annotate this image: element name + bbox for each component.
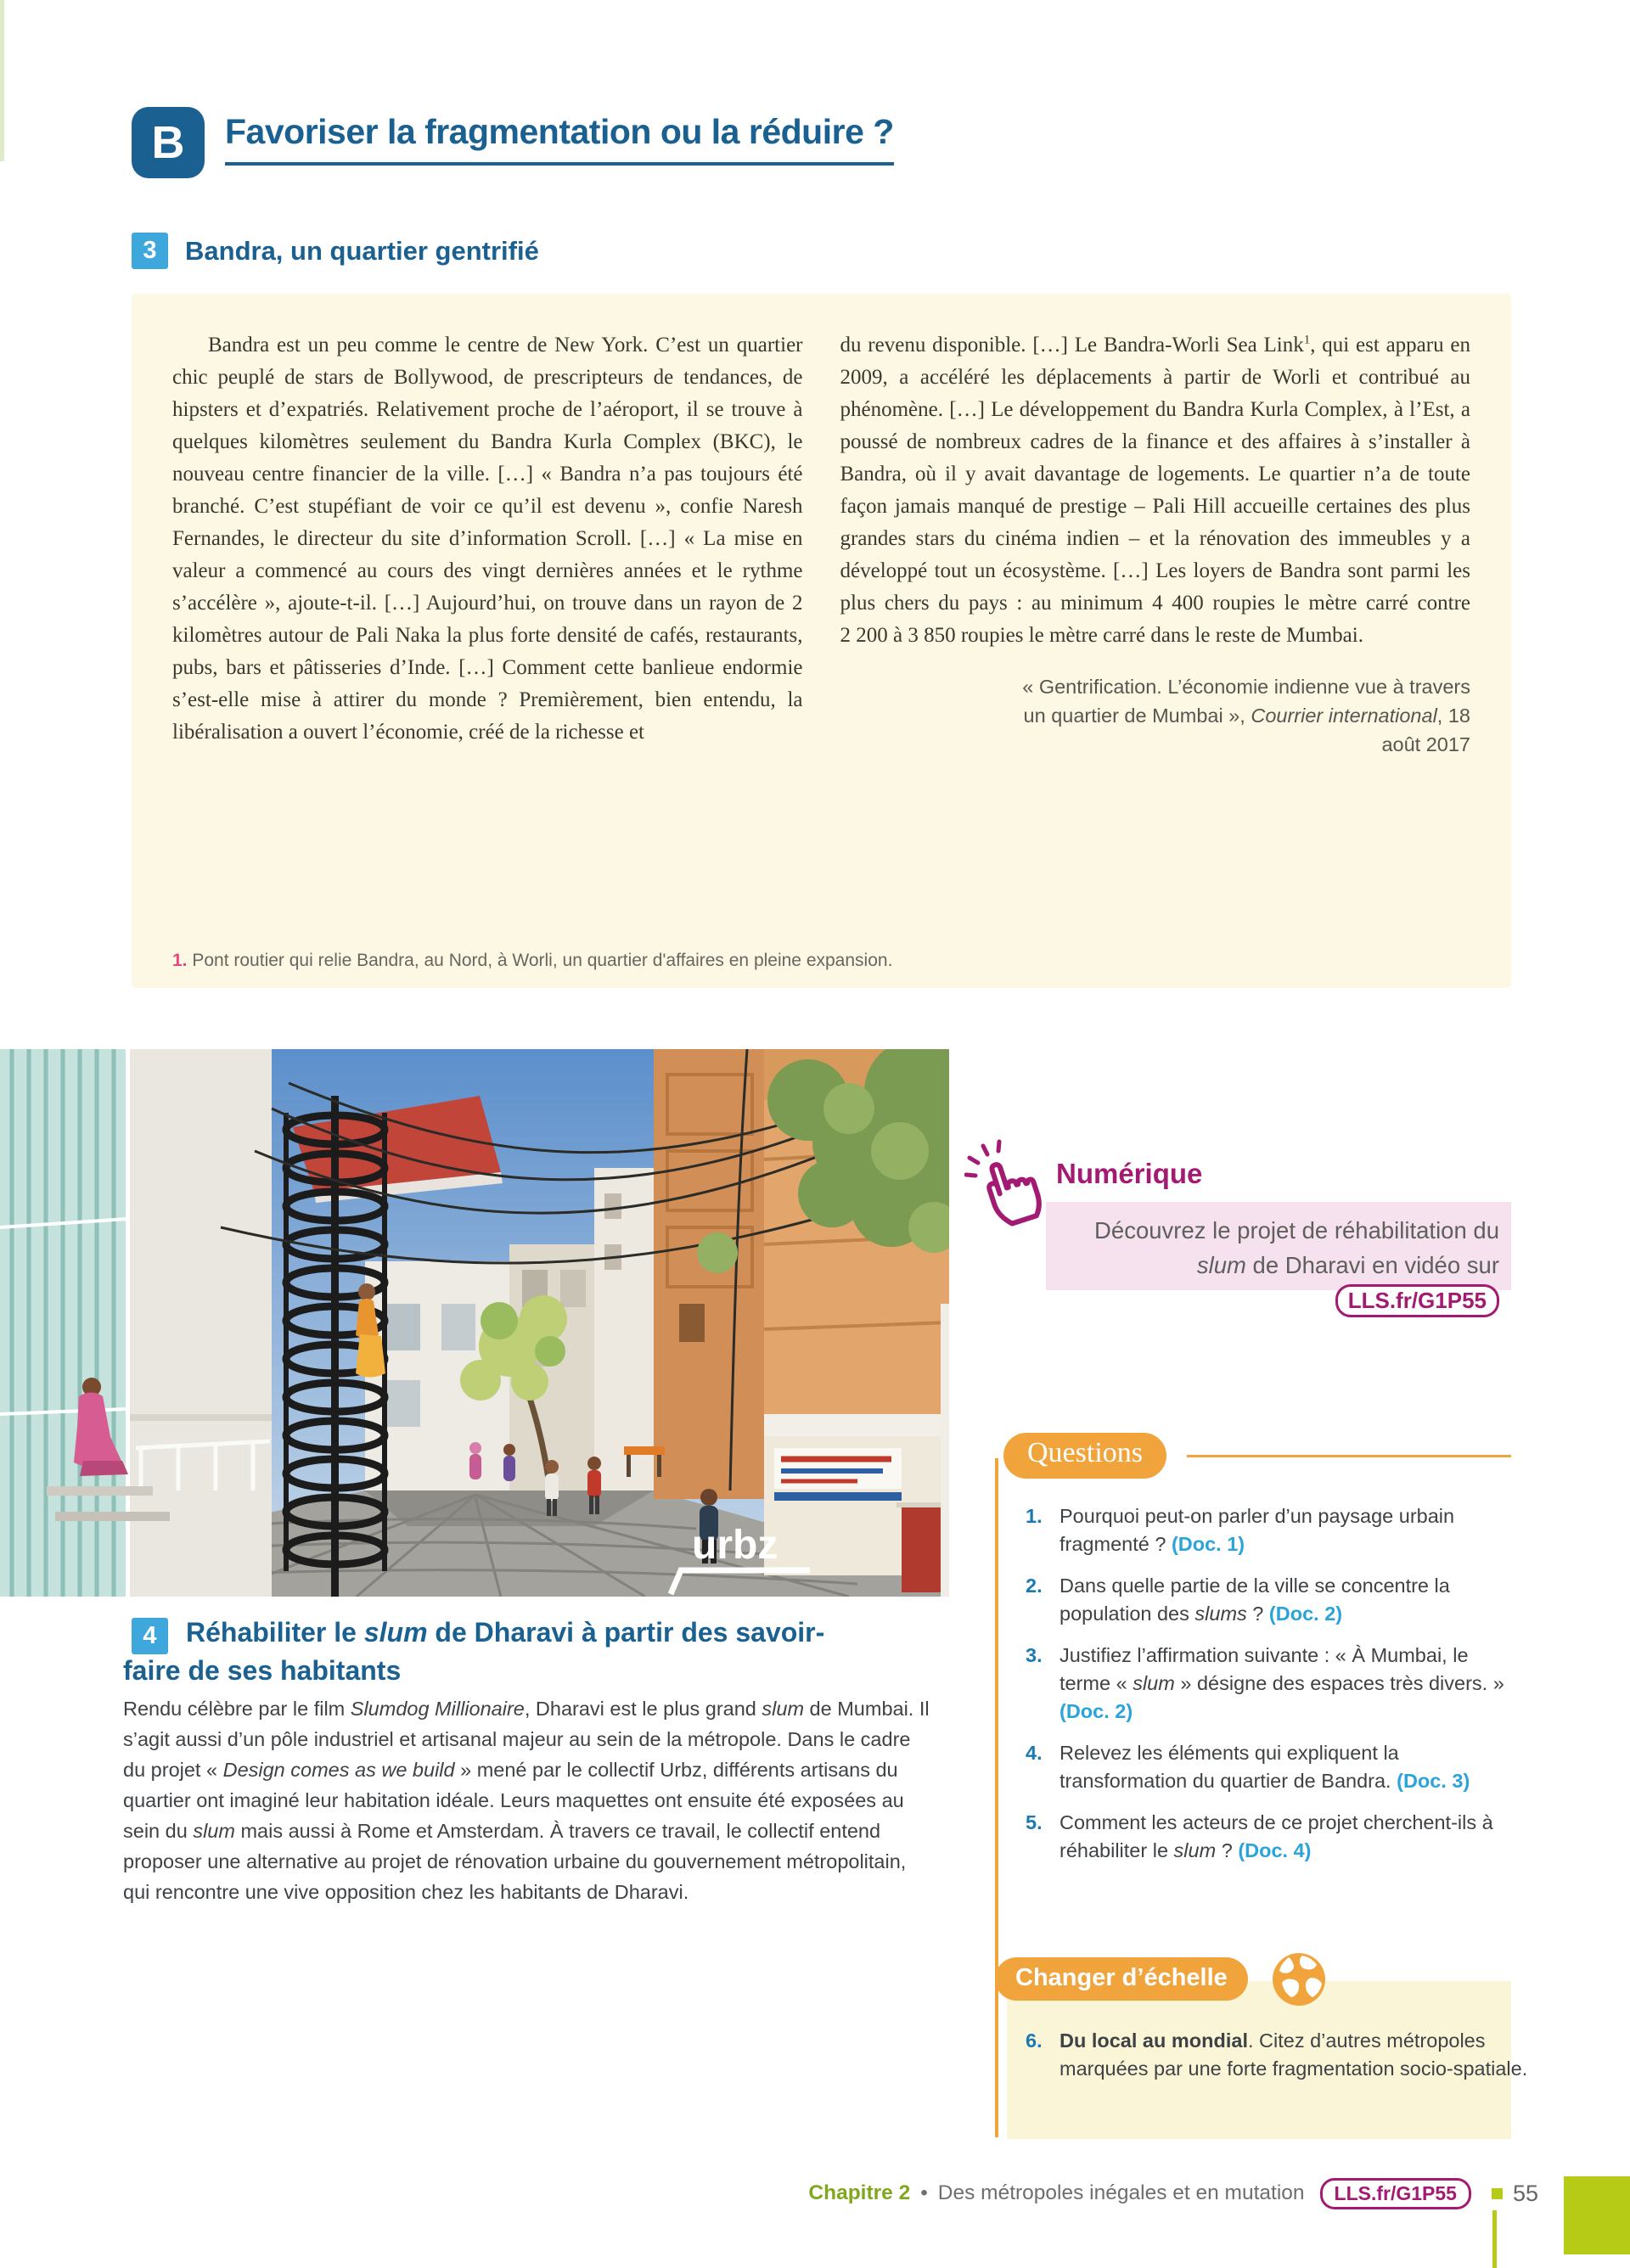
- lls-link[interactable]: LLS.fr/G1P55: [1335, 1284, 1499, 1317]
- doc-ref-1: (Doc. 1): [1171, 1533, 1245, 1555]
- page-edge-strip: [0, 0, 4, 161]
- doc3-text-right-b: , qui est apparu en 2009, a accéléré les déplacements à partir de Worli et contribué au phénomène. […] Le développement du Bandra Kurla Complex, à l’Est, a poussé de nombreux cadres de la finance et des affaires à s’installer à Bandra, où il y avait davantage de logements. Le quartier n’a de toute façon jamais manqué de prestige – Pali Hill accueille certaines des plus grandes stars du cinéma indien – et la rénovation des immeubles y a développé tout un écosystème. […] Les loyers de Bandra sont parmi les plus chers du pays : au minimum 4 400 roupies le mètre carré contre 2 200 à 3 850 roupies le mètre carré dans le reste de Mumbai.: [840, 334, 1470, 647]
- footnote: [172, 951, 892, 971]
- source-attribution: [1012, 672, 1470, 759]
- attribution-source: Courrier international: [1251, 705, 1437, 727]
- doc-ref-4: (Doc. 3): [1397, 1770, 1470, 1792]
- footnote-marker: 1: [1303, 333, 1311, 347]
- corner-color-block: [1564, 2176, 1630, 2254]
- doc3-title: Bandra, un quartier gentrifié: [185, 235, 539, 266]
- numerique-title: Numérique: [1056, 1158, 1203, 1189]
- doc3-column-right: [840, 329, 1471, 759]
- doc4-title-b: de Dharavi à partir des savoir-: [427, 1617, 825, 1648]
- section-letter-badge: B: [132, 107, 205, 178]
- question-4: 4. Relevez les éléments qui expliquent la transformation du quartier de Bandra. (Doc. 3): [1026, 1739, 1516, 1795]
- question-6: 6. Du local au mondial. Citez d’autres métropoles marquées par une forte fragmentation socio-spatiale.: [1026, 2027, 1528, 2083]
- attribution-text: « Gentrification. L’économie indienne vue à travers un quartier de Mumbai »,: [1022, 676, 1470, 727]
- chapter-label: Chapitre 2: [808, 2181, 911, 2204]
- doc4-title-italic: slum: [363, 1617, 428, 1648]
- footer-lls-link[interactable]: LLS.fr/G1P55: [1320, 2178, 1471, 2209]
- question-1: 1. Pourquoi peut-on parler d’un paysage urbain fragmenté ? (Doc. 1): [1026, 1502, 1516, 1558]
- questions-left-rule: [995, 1458, 998, 2137]
- doc-ref-3: (Doc. 2): [1060, 1700, 1133, 1722]
- question-3: 3. Justifiez l’affirmation suivante : « À Mumbai, le terme « slum » désigne des espaces très divers. » (Doc. 2): [1026, 1642, 1516, 1726]
- doc4-title-a: Réhabiliter le: [186, 1617, 364, 1648]
- doc4-title: [123, 1614, 955, 1690]
- doc3-heading: [132, 233, 539, 269]
- street-illustration: [0, 1049, 949, 1597]
- questions-badge: Questions: [1003, 1433, 1166, 1479]
- page-number: 55: [1512, 2180, 1538, 2206]
- image-watermark-text: urbz: [692, 1523, 778, 1568]
- footnote-number: 1.: [172, 951, 188, 970]
- numerique-italic: slum: [1196, 1252, 1246, 1278]
- question-6-number: 6.: [1026, 2029, 1043, 2052]
- question-4-number: 4.: [1026, 1742, 1043, 1764]
- numerique-text-2: de Dharavi en vidéo sur: [1245, 1252, 1499, 1278]
- click-hand-icon: [964, 1139, 1058, 1241]
- questions-top-rule: [1187, 1455, 1511, 1457]
- doc-ref-2: (Doc. 2): [1268, 1603, 1343, 1625]
- question-2-number: 2.: [1026, 1575, 1043, 1597]
- chapter-title: Des métropoles inégales et en mutation: [937, 2181, 1305, 2204]
- doc4-title-line2: faire de ses habitants: [123, 1655, 402, 1686]
- globe-icon: [1272, 1952, 1326, 2007]
- questions-list: [1026, 1502, 1516, 1878]
- doc3-column-left: [172, 329, 803, 759]
- doc3-text-box: [132, 294, 1511, 988]
- doc3-text-right: [840, 329, 1471, 652]
- numerique-text: Découvrez le projet de réhabilitation du slum: [1094, 1217, 1499, 1278]
- doc3-text-right-a: du revenu disponible. […] Le Bandra-Worli Sea Link: [840, 334, 1304, 356]
- scale-badge: Changer d’échelle: [995, 1957, 1248, 2001]
- page-footer: [0, 2175, 1538, 2212]
- doc3-columns: [132, 294, 1511, 759]
- doc3-text-left: Bandra est un peu comme le centre de New York. C’est un quartier chic peuplé de stars de Bollywood, de prescripteurs de tendances, de hipsters et d’expatriés. Relativement proche de l’aéroport, il se trouve à quelques kilomètres seulement du Bandra Kurla Complex (BKC), le nouveau centre financier de la ville. […] « Bandra n’a pas toujours été branché. C’est stupéfiant de voir ce qu’il est devenu », confie Naresh Fernandes, le directeur du site d’information Scroll. […] « La mise en valeur a commencé au cours des vingt dernières années et le rythme s’accélère », ajoute-t-il. […] Aujourd’hui, on trouve dans un rayon de 2 kilomètres autour de Pali Naka la plus forte densité de cafés, restaurants, pubs, bars et pâtisseries d’Inde. […] Comment cette banlieue endormie s’est-elle mise à attirer du monde ? Premièrement, bien entendu, la libéralisation a ouvert l’économie, créé de la richesse et: [172, 334, 803, 744]
- question-1-number: 1.: [1026, 1505, 1043, 1527]
- green-square-marker: [1492, 2188, 1503, 2199]
- doc4-number-badge: 4: [132, 1618, 168, 1654]
- footnote-text: Pont routier qui relie Bandra, au Nord, à Worli, un quartier d'affaires en pleine expansion.: [187, 951, 893, 970]
- question-5-number: 5.: [1026, 1811, 1043, 1833]
- page-title: Favoriser la fragmentation ou la réduire ?: [225, 112, 894, 166]
- doc4-paragraph: Rendu célèbre par le film Slumdog Millionaire, Dharavi est le plus grand slum de Mumbai. Il s’agit aussi d’un pôle industriel et artisanal majeur au sein de la métropole. Dans le cadre du projet « Design comes as we build » mené par le collectif Urbz, différents artisans du quartier ont imaginé leur habitation idéale. Leurs maquettes ont ensuite été exposées au sein du slum mais aussi à Rome et Amsterdam. À travers ce travail, le collectif entend proposer une alternative au projet de rénovation urbaine du gouvernement métropolitain, qui rencontre une vive opposition chez les habitants de Dharavi.: [123, 1698, 930, 1903]
- section-header: [132, 107, 894, 178]
- doc3-number-badge: 3: [132, 233, 168, 269]
- question-3-number: 3.: [1026, 1644, 1043, 1666]
- numerique-box: [1046, 1202, 1511, 1313]
- doc-ref-5: (Doc. 4): [1238, 1839, 1312, 1861]
- street-illustration-svg: [0, 1049, 949, 1597]
- question-5: 5. Comment les acteurs de ce projet cherchent-ils à réhabiliter le slum ? (Doc. 4): [1026, 1809, 1516, 1865]
- question-2: 2. Dans quelle partie de la ville se concentre la population des slums ? (Doc. 2): [1026, 1572, 1516, 1628]
- attribution-date: , 18 août 2017: [1381, 705, 1470, 755]
- footer-separator: •: [920, 2181, 928, 2204]
